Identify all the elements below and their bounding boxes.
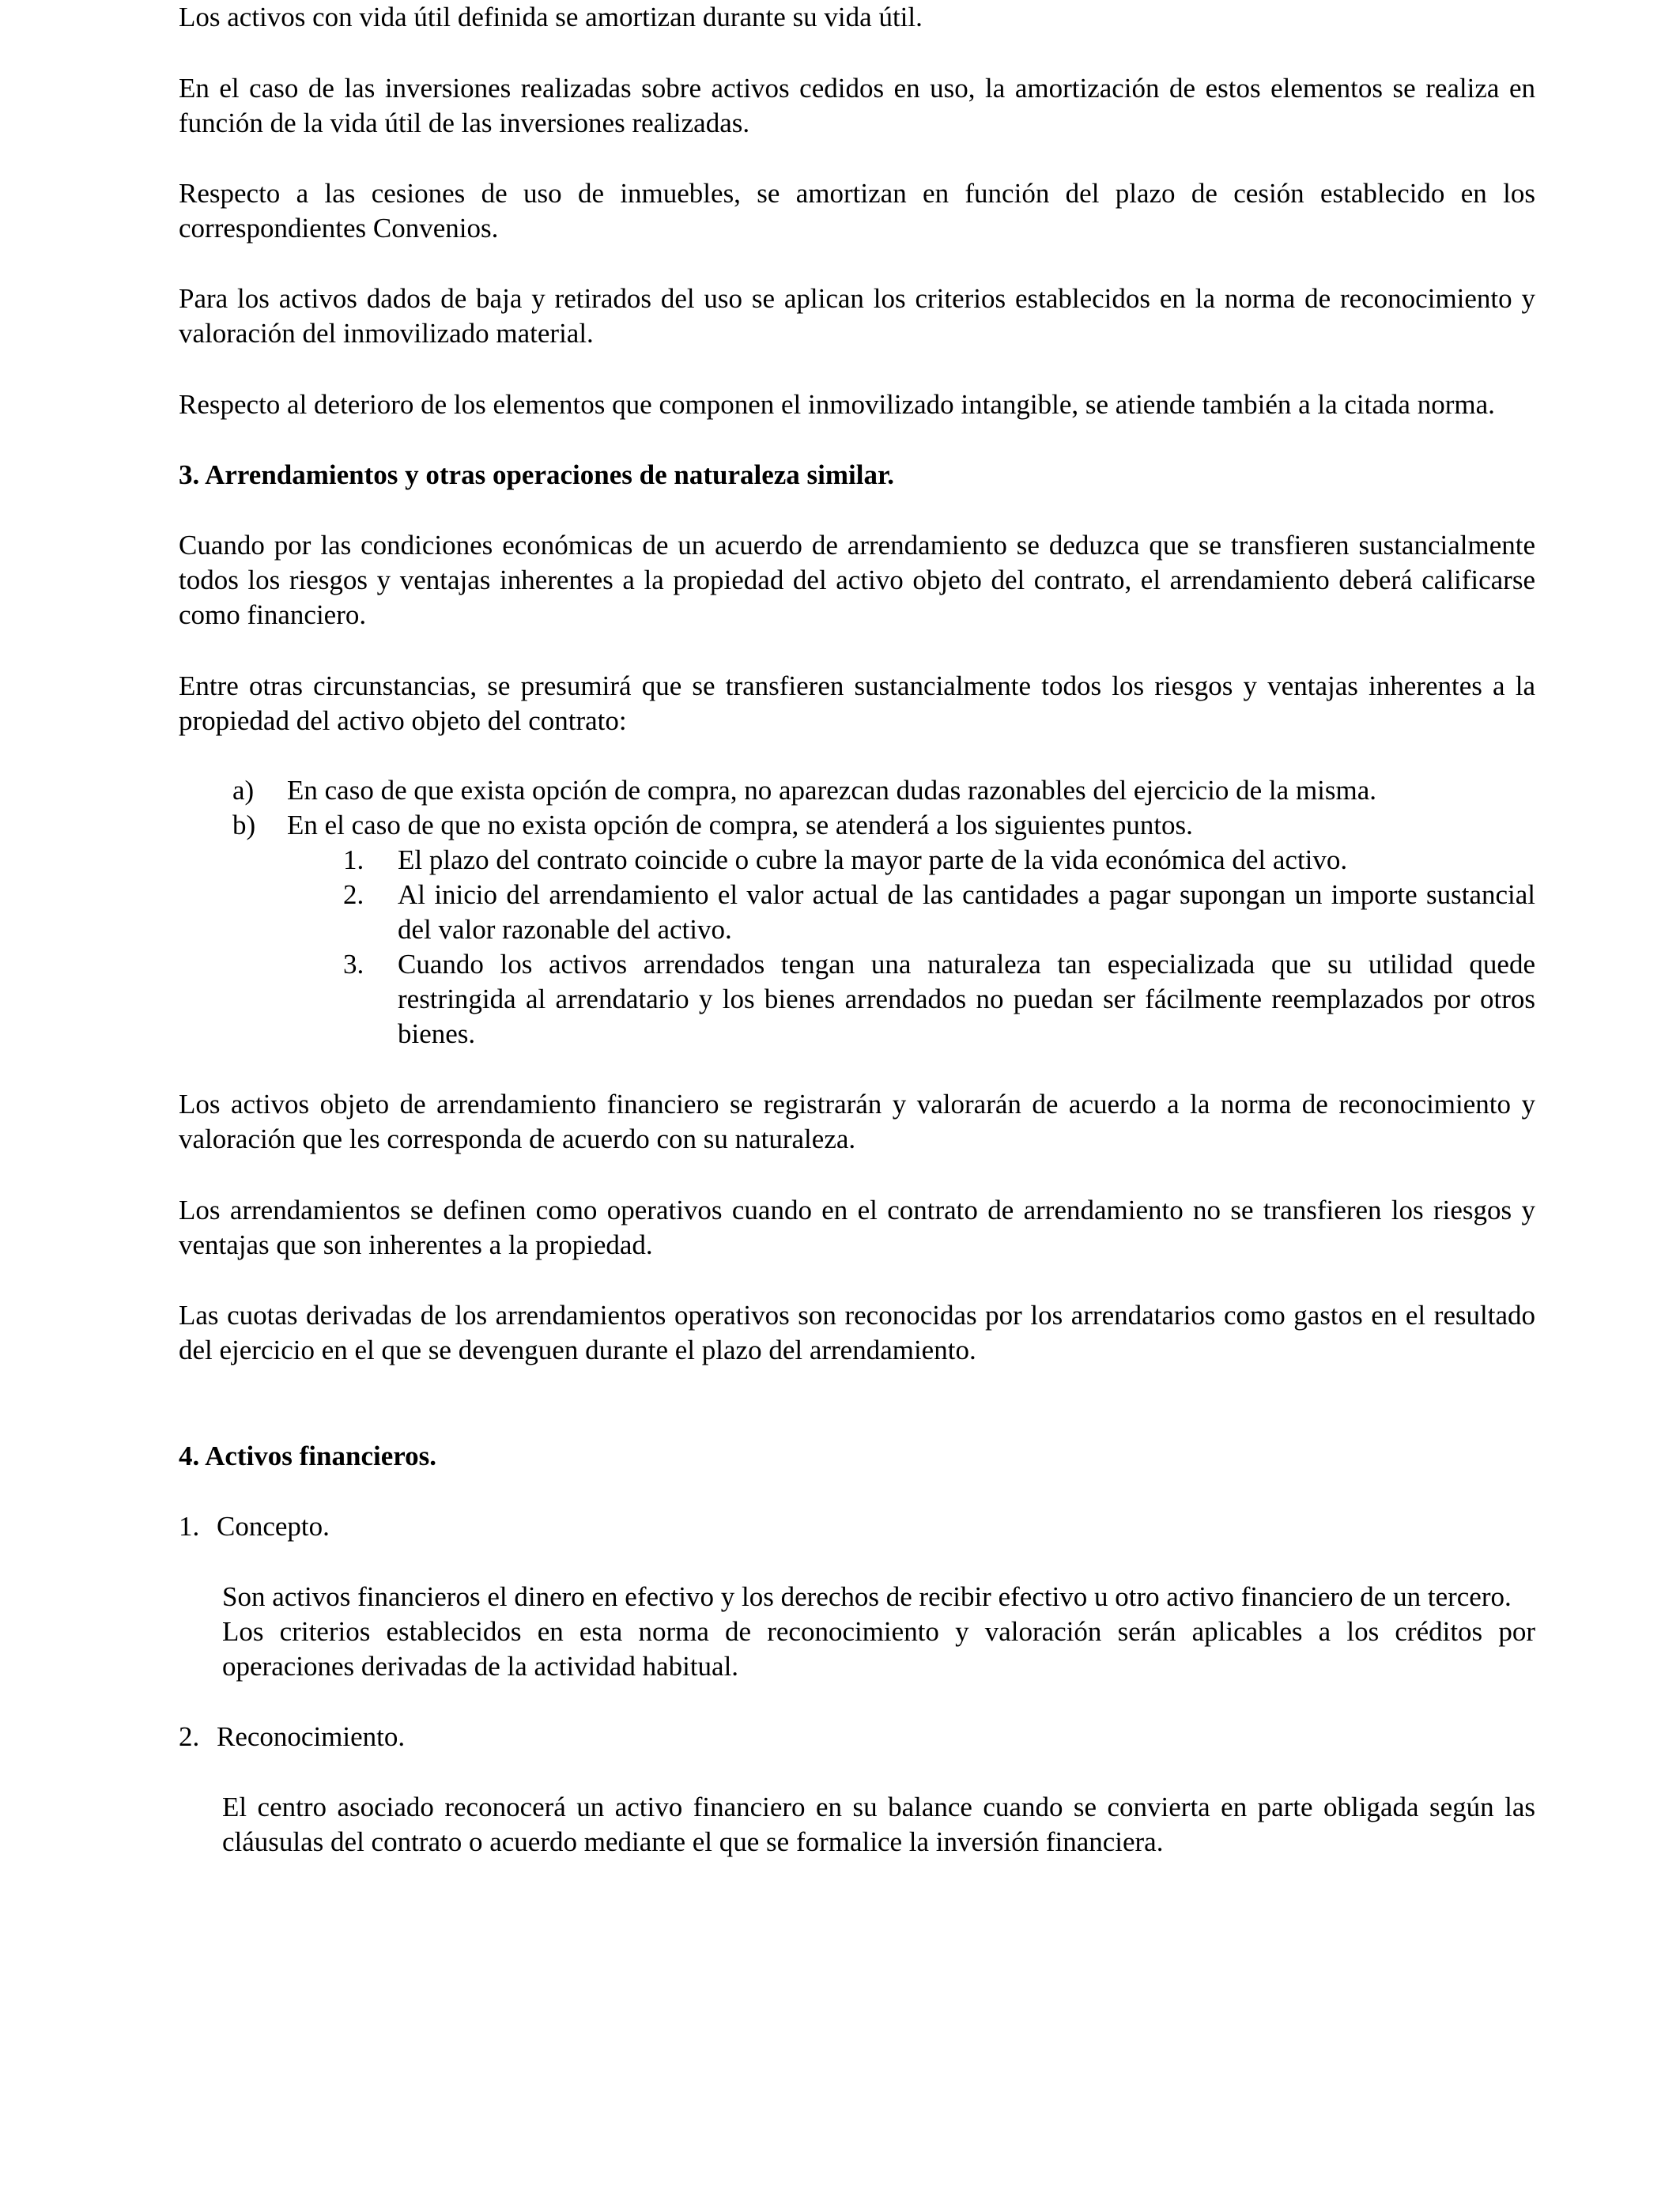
paragraph: En el caso de las inversiones realizadas sobre activos cedidos en uso, la amortización de estos elementos se realiza en función de la vida útil de las inversiones realizadas.: [179, 73, 1535, 138]
subsection-title: Concepto.: [217, 1511, 330, 1542]
list-marker: b): [232, 810, 256, 840]
paragraph: Respecto al deterioro de los elementos que componen el inmovilizado intangible, se atiende también a la citada norma.: [179, 389, 1495, 420]
alpha-list: [179, 773, 1535, 843]
section-heading: 3. Arrendamientos y otras operaciones de naturaleza similar.: [179, 459, 895, 490]
paragraph: Entre otras circunstancias, se presumirá que se transfieren sustancialmente todos los riesgos y ventajas inherentes a la propiedad del activo objeto del contrato:: [179, 670, 1535, 736]
paragraph: Los arrendamientos se definen como operativos cuando en el contrato de arrendamiento no se transfieren los riesgos y ventajas que son inherentes a la propiedad.: [179, 1195, 1535, 1260]
paragraph: Los criterios establecidos en esta norma de reconocimiento y valoración serán aplicables a los créditos por operaciones derivadas de la actividad habitual.: [222, 1616, 1535, 1682]
list-item-text: En caso de que exista opción de compra, no aparezcan dudas razonables del ejercicio de la misma.: [287, 775, 1377, 806]
paragraph: Los activos con vida útil definida se amortizan durante su vida útil.: [179, 2, 923, 32]
list-item-text: En el caso de que no exista opción de compra, se atenderá a los siguientes puntos.: [287, 810, 1193, 840]
paragraph: El centro asociado reconocerá un activo financiero en su balance cuando se convierta en parte obligada según las cláusulas del contrato o acuerdo mediante el que se formalice la inversión financiera.: [222, 1792, 1535, 1857]
subsection-heading: [179, 1509, 1535, 1544]
list-item-text: Al inicio del arrendamiento el valor actual de las cantidades a pagar supongan un importe sustancial del valor razonable del activo.: [398, 879, 1535, 945]
paragraph: Son activos financieros el dinero en efectivo y los derechos de recibir efectivo u otro activo financiero de un tercero.: [222, 1581, 1512, 1612]
section-heading: 4. Activos financieros.: [179, 1441, 437, 1471]
subsection-number: 1.: [179, 1511, 200, 1542]
list-item-text: El plazo del contrato coincide o cubre la mayor parte de la vida económica del activo.: [398, 844, 1348, 875]
paragraph: Para los activos dados de baja y retirados del uso se aplican los criterios establecidos en la norma de reconocimiento y valoración del inmovilizado material.: [179, 283, 1535, 349]
list-item: [179, 947, 1535, 1052]
list-marker: 1.: [343, 844, 364, 875]
document-page: [179, 0, 1535, 1860]
list-item: [179, 878, 1535, 947]
subsection-number: 2.: [179, 1721, 200, 1752]
list-marker: a): [232, 775, 255, 806]
list-item: [179, 843, 1535, 878]
paragraph: Respecto a las cesiones de uso de inmuebles, se amortizan en función del plazo de cesión establecido en los correspondientes Convenios.: [179, 178, 1535, 244]
subsection-heading: [179, 1720, 1535, 1754]
paragraph: Las cuotas derivadas de los arrendamientos operativos son reconocidas por los arrendatarios como gastos en el resultado del ejercicio en el que se devenguen durante el plazo del arrendamiento.: [179, 1300, 1535, 1365]
list-item: [179, 808, 1535, 843]
list-marker: 3.: [343, 949, 364, 980]
list-item-text: Cuando los activos arrendados tengan una naturaleza tan especializada que su utilidad quede restringida al arrendatario y los bienes arrendados no puedan ser fácilmente reemplazados por otros bienes.: [398, 949, 1535, 1049]
paragraph: Cuando por las condiciones económicas de un acuerdo de arrendamiento se deduzca que se transfieren sustancialmente todos los riesgos y ventajas inherentes a la propiedad del activo objeto del contrato, el arrendamiento deberá calificarse como financiero.: [179, 530, 1535, 630]
subsection-title: Reconocimiento.: [217, 1721, 406, 1752]
numbered-list: [179, 843, 1535, 1052]
paragraph: Los activos objeto de arrendamiento financiero se registrarán y valorarán de acuerdo a la norma de reconocimiento y valoración que les corresponda de acuerdo con su naturaleza.: [179, 1089, 1535, 1154]
list-item: [179, 773, 1535, 808]
list-marker: 2.: [343, 879, 364, 910]
